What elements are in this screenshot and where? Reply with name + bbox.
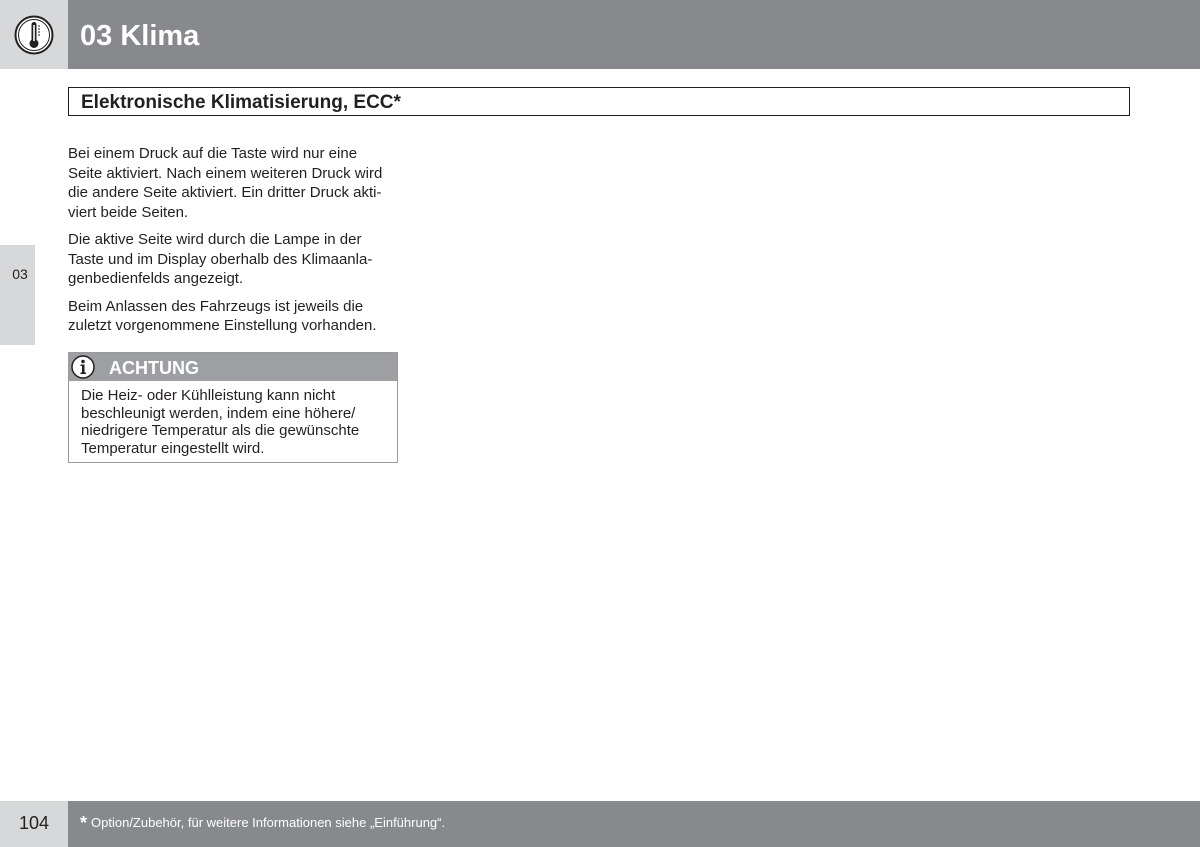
- text-line: niedrigere Temperatur als die gewünschte: [81, 422, 360, 439]
- paragraph: [68, 297, 408, 336]
- chapter-side-tab: [0, 245, 35, 345]
- header-icon-area: [0, 0, 68, 69]
- achtung-notice-box: [68, 352, 398, 463]
- paragraph: [68, 230, 408, 289]
- text-line: die andere Seite aktiviert. Ein dritter Druck akti-: [68, 184, 382, 201]
- paragraph: [68, 144, 408, 222]
- text-line: Taste und im Display oberhalb des Klimaanla-: [68, 250, 373, 268]
- body-text: [68, 144, 408, 344]
- chapter-title: 03 Klima: [80, 20, 200, 52]
- notice-text: [81, 387, 359, 457]
- text-line: Die aktive Seite wird durch die Lampe in der: [68, 231, 362, 248]
- text-line: genbedienfelds angezeigt.: [68, 270, 244, 287]
- text-line: Temperatur eingestellt wird.: [81, 439, 265, 457]
- chapter-tab-label: 03: [12, 266, 28, 282]
- section-heading: Elektronische Klimatisierung, ECC*: [81, 92, 401, 113]
- section-heading-box: [68, 87, 1130, 116]
- footnote-text: Option/Zubehör, für weitere Informationen siehe „Einführung“.: [91, 815, 446, 830]
- notice-header: [69, 353, 397, 381]
- header-band: [68, 0, 1200, 69]
- text-line: beschleunigt werden, indem eine höhere/: [81, 404, 356, 422]
- footnote-marker: *: [80, 813, 88, 833]
- info-icon: [71, 355, 95, 379]
- text-line: zuletzt vorgenommene Einstellung vorhanden.: [68, 317, 377, 334]
- text-line: Beim Anlassen des Fahrzeugs ist jeweils die: [68, 297, 364, 315]
- text-line: Bei einem Druck auf die Taste wird nur eine: [68, 145, 358, 162]
- text-line: Die Heiz- oder Kühlleistung kann nicht: [81, 387, 336, 404]
- notice-title: ACHTUNG: [109, 358, 199, 378]
- text-line: Seite aktiviert. Nach einem weiteren Druck wird: [68, 164, 383, 182]
- page-number: 104: [18, 813, 50, 833]
- thermometer-icon: [14, 15, 54, 55]
- footnote: [80, 814, 445, 832]
- text-line: viert beide Seiten.: [68, 203, 189, 221]
